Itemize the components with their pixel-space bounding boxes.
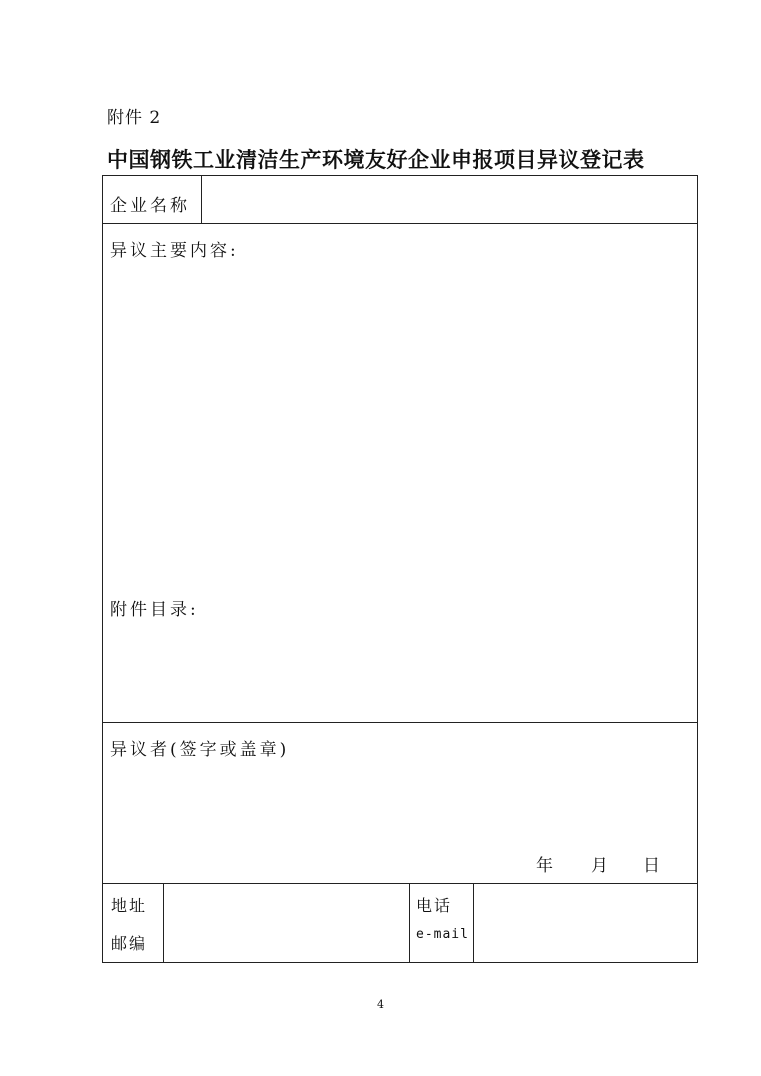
company-name-label: 企业名称 <box>110 196 190 216</box>
date-day: 日 <box>643 856 660 876</box>
phone-email-field[interactable] <box>475 885 695 961</box>
attachment-label: 附件 2 <box>107 108 162 128</box>
objector-label: 异议者(签字或盖章) <box>110 740 290 760</box>
objection-content-field[interactable] <box>110 266 690 586</box>
date-month: 月 <box>591 856 608 876</box>
email-label: e-mail <box>416 927 469 942</box>
row-divider-1 <box>103 223 697 224</box>
row-divider-3 <box>103 883 697 884</box>
row-divider-2 <box>103 722 697 723</box>
date-year: 年 <box>536 856 553 876</box>
objector-signature-field[interactable] <box>110 766 530 866</box>
phone-label: 电话 <box>416 896 453 915</box>
address-label: 地址 <box>111 896 148 915</box>
postcode-label: 邮编 <box>111 934 148 953</box>
company-name-divider <box>201 176 202 223</box>
page-number: 4 <box>377 998 384 1011</box>
attachment-list-label: 附件目录: <box>110 600 199 620</box>
phone-right-divider <box>473 883 474 963</box>
phone-left-divider <box>409 883 410 963</box>
company-name-field[interactable] <box>207 191 693 213</box>
address-postcode-field[interactable] <box>165 885 407 961</box>
objection-content-label: 异议主要内容: <box>110 241 239 261</box>
address-label-divider <box>163 883 164 963</box>
objection-registration-form <box>102 175 698 963</box>
document-title: 中国钢铁工业清洁生产环境友好企业申报项目异议登记表 <box>107 147 645 172</box>
attachment-list-field[interactable] <box>110 626 690 716</box>
